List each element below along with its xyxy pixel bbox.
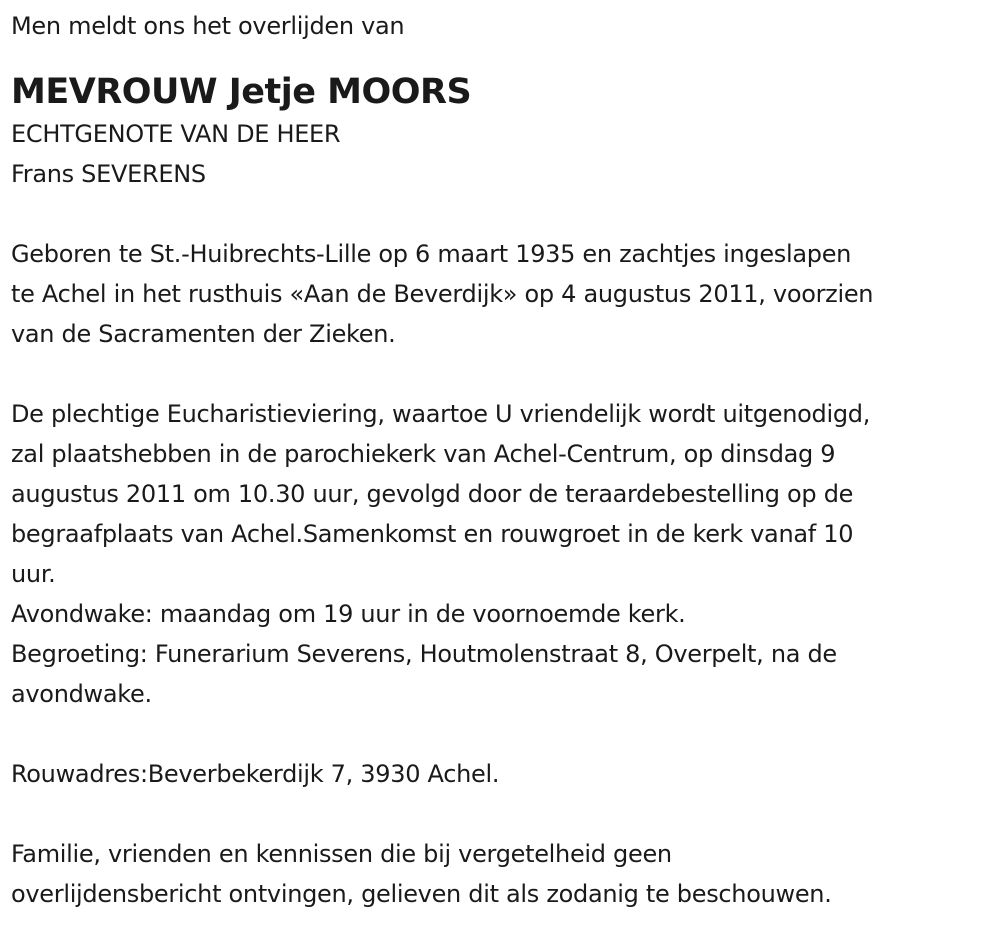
paragraph-line: van de Sacramenten der Zieken. <box>11 320 396 348</box>
birth-death-paragraph <box>11 234 1000 354</box>
paragraph-line: uur. <box>11 560 56 588</box>
paragraph-line: augustus 2011 om 10.30 uur, gevolgd door de teraardebestelling op de <box>11 480 854 508</box>
paragraph-line: begraafplaats van Achel.Samenkomst en rouwgroet in de kerk vanaf 10 <box>11 520 854 548</box>
wake-line: Avondwake: maandag om 19 uur in de voornoemde kerk. <box>11 600 686 628</box>
paragraph-line: te Achel in het rusthuis «Aan de Beverdijk» op 4 augustus 2011, voorzien <box>11 280 874 308</box>
greeting-line: avondwake. <box>11 680 152 708</box>
paragraph-line: De plechtige Eucharistieviering, waartoe U vriendelijk wordt uitgenodigd, <box>11 400 871 428</box>
intro-text: Men meldt ons het overlijden van <box>11 12 405 40</box>
paragraph-line: zal plaatshebben in de parochiekerk van Achel-Centrum, op dinsdag 9 <box>11 440 836 468</box>
paragraph-line: Geboren te St.-Huibrechts-Lille op 6 maart 1935 en zachtjes ingeslapen <box>11 240 852 268</box>
greeting-line: Begroeting: Funerarium Severens, Houtmolenstraat 8, Overpelt, na de <box>11 640 837 668</box>
mourning-address: Rouwadres:Beverbekerdijk 7, 3930 Achel. <box>11 760 500 788</box>
spouse-label: ECHTGENOTE VAN DE HEER <box>11 120 341 148</box>
address-paragraph <box>11 754 1000 794</box>
paragraph-line: Familie, vrienden en kennissen die bij vergetelheid geen <box>11 840 672 868</box>
ceremony-paragraph <box>11 394 1000 714</box>
closing-paragraph <box>11 834 1000 914</box>
deceased-name: MEVROUW Jetje MOORS <box>11 72 472 112</box>
spouse-name: Frans SEVERENS <box>11 160 206 188</box>
paragraph-line: overlijdensbericht ontvingen, gelieven dit als zodanig te beschouwen. <box>11 880 832 908</box>
